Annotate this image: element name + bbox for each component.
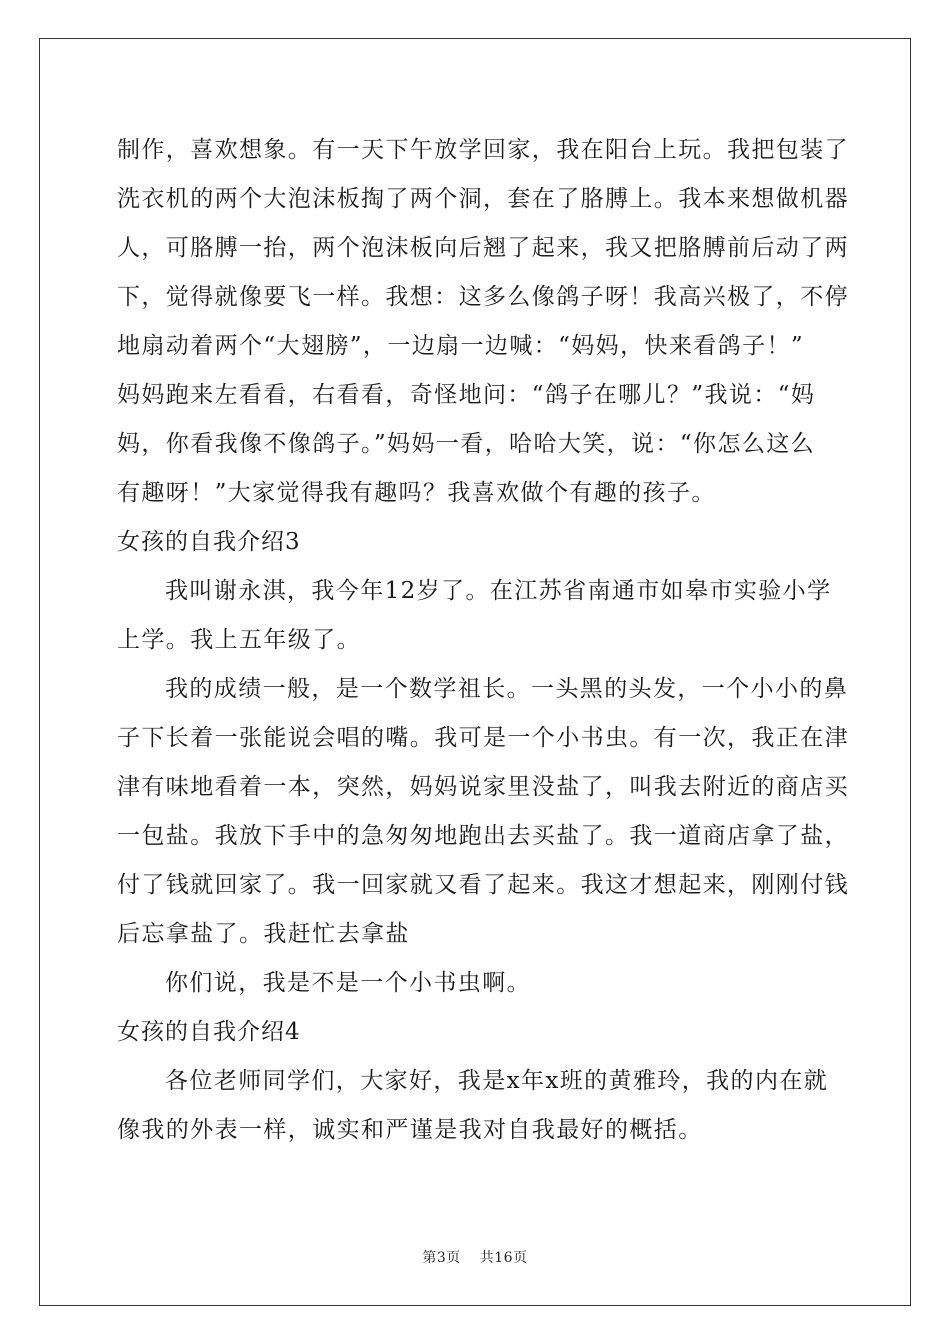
paragraph-line: 你们说，我是不是一个小书虫啊。 <box>165 970 531 996</box>
paragraph-line: 津有味地看着一本，突然，妈妈说家里没盐了，叫我去附近的商店买 <box>117 774 849 800</box>
document-body <box>117 126 849 1155</box>
paragraph-line: 地扇动着两个“大翅膀”，一边扇一边喊：“妈妈，快来看鸽子！” <box>117 333 805 359</box>
paragraph-line: 付了钱就回家了。我一回家就又看了起来。我这才想起来，刚刚付钱 <box>117 872 849 898</box>
paragraph-line: 人，可胳膊一抬，两个泡沫板向后翘了起来，我又把胳膊前后动了两 <box>117 235 849 261</box>
paragraph-line: 后忘拿盐了。我赶忙去拿盐 <box>117 921 410 947</box>
paragraph-line: 像我的外表一样，诚实和严谨是我对自我最好的概括。 <box>117 1117 703 1143</box>
paragraph-line: 一包盐。我放下手中的急匆匆地跑出去买盐了。我一道商店拿了盐， <box>117 823 849 849</box>
paragraph-line: 制作，喜欢想象。有一天下午放学回家，我在阳台上玩。我把包装了 <box>117 137 849 163</box>
paragraph-line: 有趣呀！”大家觉得我有趣吗？我喜欢做个有趣的孩子。 <box>117 480 716 506</box>
paragraph-line: 洗衣机的两个大泡沫板掏了两个洞，套在了胳膊上。我本来想做机器 <box>117 186 849 212</box>
page-footer <box>0 1247 950 1267</box>
paragraph-line: 妈，你看我像不像鸽子。”妈妈一看，哈哈大笑，说：“你怎么这么 <box>117 431 816 457</box>
paragraph-line: 各位老师同学们，大家好，我是x年x班的黄雅玲，我的内在就 <box>165 1068 829 1094</box>
section-heading: 女孩的自我介绍3 <box>117 529 301 555</box>
section-heading: 女孩的自我介绍4 <box>117 1019 301 1045</box>
paragraph-line: 妈妈跑来左看看，右看看，奇怪地问：“鸽子在哪儿？”我说：“妈 <box>117 382 816 408</box>
paragraph-line: 我的成绩一般，是一个数学祖长。一头黑的头发，一个小小的鼻 <box>165 676 849 702</box>
paragraph-line: 上学。我上五年级了。 <box>117 627 361 653</box>
page-number: 第3页 <box>422 1250 461 1266</box>
page-total: 共16页 <box>479 1250 528 1266</box>
paragraph-line: 我叫谢永淇，我今年12岁了。在江苏省南通市如皋市实验小学 <box>165 578 832 604</box>
paragraph-line: 子下长着一张能说会唱的嘴。我可是一个小书虫。有一次，我正在津 <box>117 725 849 751</box>
paragraph-line: 下，觉得就像要飞一样。我想：这多么像鸽子呀！我高兴极了，不停 <box>117 284 849 310</box>
